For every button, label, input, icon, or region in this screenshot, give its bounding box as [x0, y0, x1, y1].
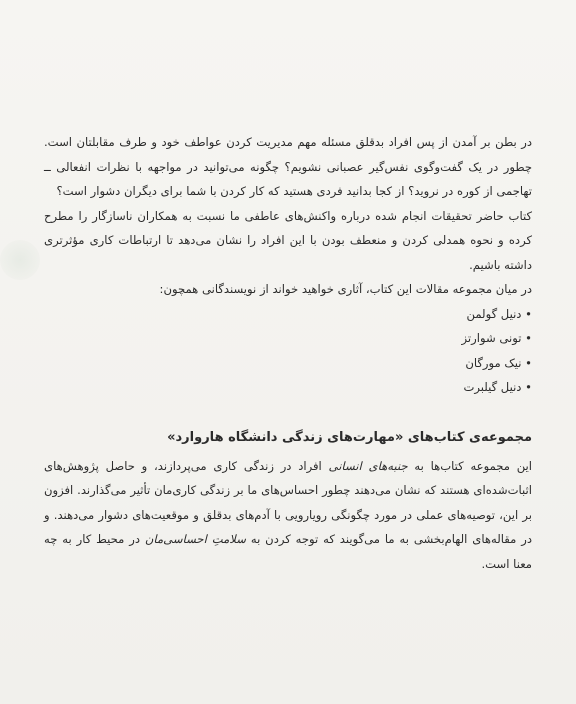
intro-paragraph-1: در بطن بر آمدن از پس افراد بدقلق مسئله مهم مدیریت کردن عواطف خود و طرف مقابلتان است. چطور در یک گفت‌وگوی نفس‌گیر عصبانی نشویم؟ چگونه می‌توانید در مواجهه با نظرات انفعالی ــ تهاجمی از کوره در نروید؟ از کجا بدانید فردی هستید که کار کردن با شما برای دیگران دشوار است؟	[44, 135, 532, 198]
author-item: • دنیل گولمن	[44, 302, 532, 327]
series-description	[44, 454, 532, 577]
paper-stain	[0, 240, 40, 280]
series-text-2: افراد در زندگی کاری می‌پردازند، و حاصل پژوهش‌های اثبات‌شده‌ای هستند که نشان می‌دهند چطور احساس‌های ما بر زندگی کاری‌مان تأثیر می‌گذارند. افزون بر این، توصیه‌های عملی در مورد چگونگی رویارویی با آدم‌های بدقلق و موقعیت‌های دشوار می‌دهند. و در مقاله‌های الهام‌بخشی به ما می‌گویند که توجه کردن به	[44, 458, 533, 546]
series-text-3: در محیط کار به چه معنا است.	[44, 532, 532, 571]
intro-paragraph-3: در میان مجموعه مقالات این کتاب، آثاری خواهید خواند از نویسندگانی همچون:	[159, 282, 532, 296]
author-list	[44, 302, 532, 400]
series-emphasis-2: سلامتِ احساسی‌مان	[144, 532, 246, 546]
author-item: • دنیل گیلبرت	[44, 375, 532, 400]
author-item: • نیک مورگان	[44, 351, 532, 376]
series-text-1: این مجموعه کتاب‌ها به	[407, 458, 533, 473]
intro-paragraph-2: کتاب حاضر تحقیقات انجام شده درباره واکنش‌های عاطفی ما نسبت به همکاران ناسازگار را مطرح کرده و نحوه همدلی کردن و منعطف بودن با این افراد را نشان می‌دهد تا ارتباطات کاری مؤثرتری داشته باشیم.	[44, 208, 532, 272]
author-item: • تونی شوارتز	[44, 326, 532, 351]
series-heading: مجموعه‌ی کتاب‌های «مهارت‌های زندگی دانشگاه هاروارد»	[167, 429, 532, 445]
series-emphasis-1: جنبه‌های انسانی	[328, 458, 408, 473]
cover-text	[44, 130, 532, 576]
